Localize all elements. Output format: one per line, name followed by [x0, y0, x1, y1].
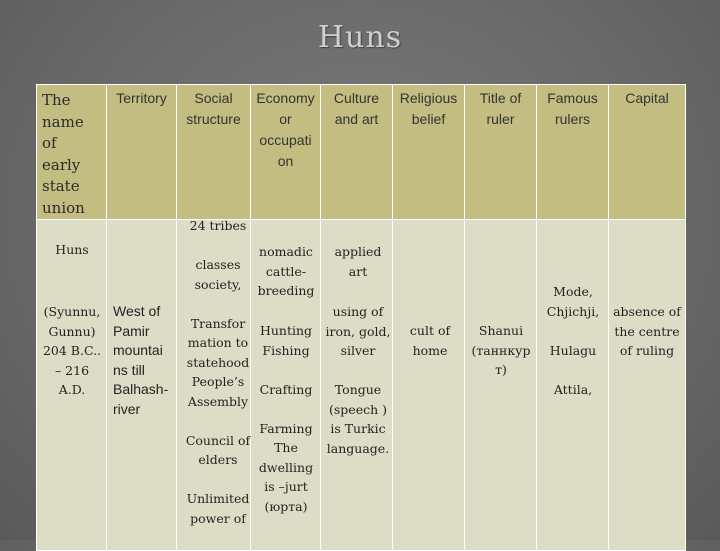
table-row: [37, 220, 686, 551]
cell-famous-rulers: Mode, Chjichji, Hulagu Attila,: [546, 284, 600, 397]
cell-title-of-ruler: Shanui (таннкур т): [471, 323, 531, 377]
header-title-of-ruler: Title of ruler: [479, 90, 522, 127]
cell-name-details: (Syunnu, Gunnu) 204 B.C.. – 216 A.D.: [42, 304, 102, 397]
header-territory: Territory: [116, 90, 167, 106]
slide-title: Huns: [317, 20, 403, 55]
cell-name-huns: Huns: [55, 242, 89, 257]
cell-economy-main: nomadic cattle- breeding: [257, 244, 315, 298]
header-capital: Capital: [625, 90, 669, 106]
cell-social-structure: 24 tribes classes society, Transfor mation to statehood People’s Assembly Council of elders Unlimited power of: [185, 218, 251, 526]
header-famous-rulers: Famous rulers: [547, 90, 598, 127]
cell-economy-other: Hunting Fishing Crafting Farming The dwelling is –jurt (юрта): [258, 323, 314, 514]
cell-culture-language: using of iron, gold, silver Tongue (speech ) is Turkic language.: [325, 304, 391, 456]
huns-table: [36, 84, 686, 551]
cell-territory: West of Pamir mountai ns till Balhash- river: [113, 303, 169, 417]
cell-capital: absence of the centre of ruling: [613, 304, 681, 358]
cell-religious-belief: cult of home: [409, 323, 451, 358]
header-social-structure: Social structure: [186, 90, 241, 127]
header-culture: Culture and art: [333, 90, 380, 127]
header-row: [37, 85, 686, 220]
header-religious-belief: Religious belief: [399, 90, 458, 127]
header-economy: Economy or occupati on: [256, 90, 315, 169]
header-state-union: The name of early state union: [42, 91, 85, 217]
cell-culture-art: applied art: [334, 244, 382, 279]
